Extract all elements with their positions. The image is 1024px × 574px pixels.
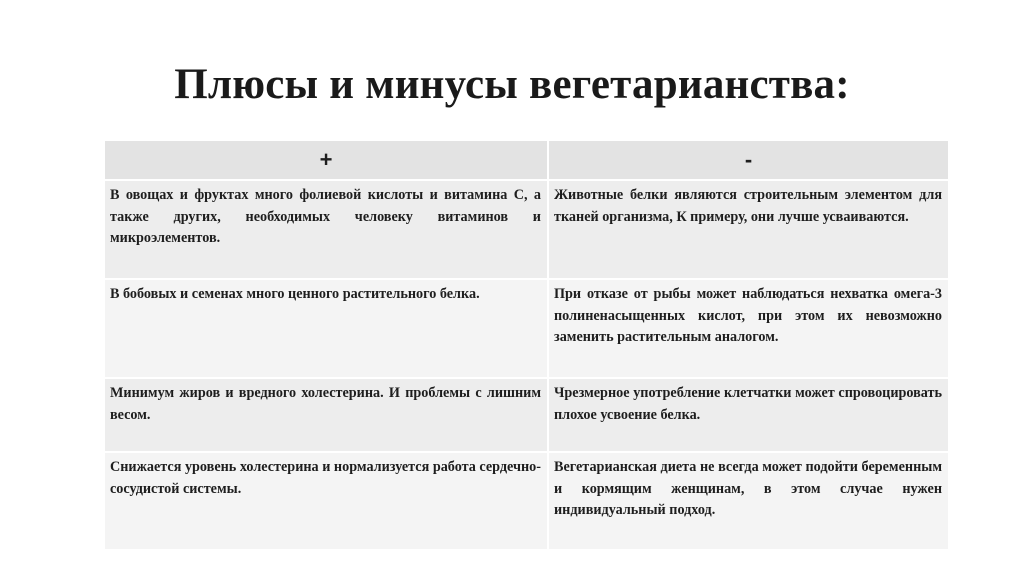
minus-cell: Чрезмерное употребление клетчатки может спровоцировать плохое усвоение белка. <box>548 378 949 452</box>
table-row <box>104 378 949 452</box>
table-row <box>104 452 949 550</box>
table-row <box>104 180 949 279</box>
minus-cell: При отказе от рыбы может наблюдаться нехватка омега-3 полиненасыщенных кислот, при этом их невозможно заменить растительным аналогом. <box>548 279 949 378</box>
header-plus: + <box>104 140 548 180</box>
plus-cell: Снижается уровень холестерина и нормализуется работа сердечно-сосудистой системы. <box>104 452 548 550</box>
minus-cell: Животные белки являются строительным элементом для тканей организма, К примеру, они лучше усваиваются. <box>548 180 949 279</box>
plus-cell: В овощах и фруктах много фолиевой кислоты и витамина С, а также других, необходимых человеку витаминов и микроэлементов. <box>104 180 548 279</box>
plus-cell: В бобовых и семенах много ценного растительного белка. <box>104 279 548 378</box>
pros-cons-table <box>103 139 950 551</box>
table-header-row <box>104 140 949 180</box>
slide-title: Плюсы и минусы вегетарианства: <box>174 61 850 108</box>
table-row <box>104 279 949 378</box>
header-minus: - <box>548 140 949 180</box>
plus-cell: Минимум жиров и вредного холестерина. И проблемы с лишним весом. <box>104 378 548 452</box>
minus-cell: Вегетарианская диета не всегда может подойти беременным и кормящим женщинам, в этом случае нужен индивидуальный подход. <box>548 452 949 550</box>
